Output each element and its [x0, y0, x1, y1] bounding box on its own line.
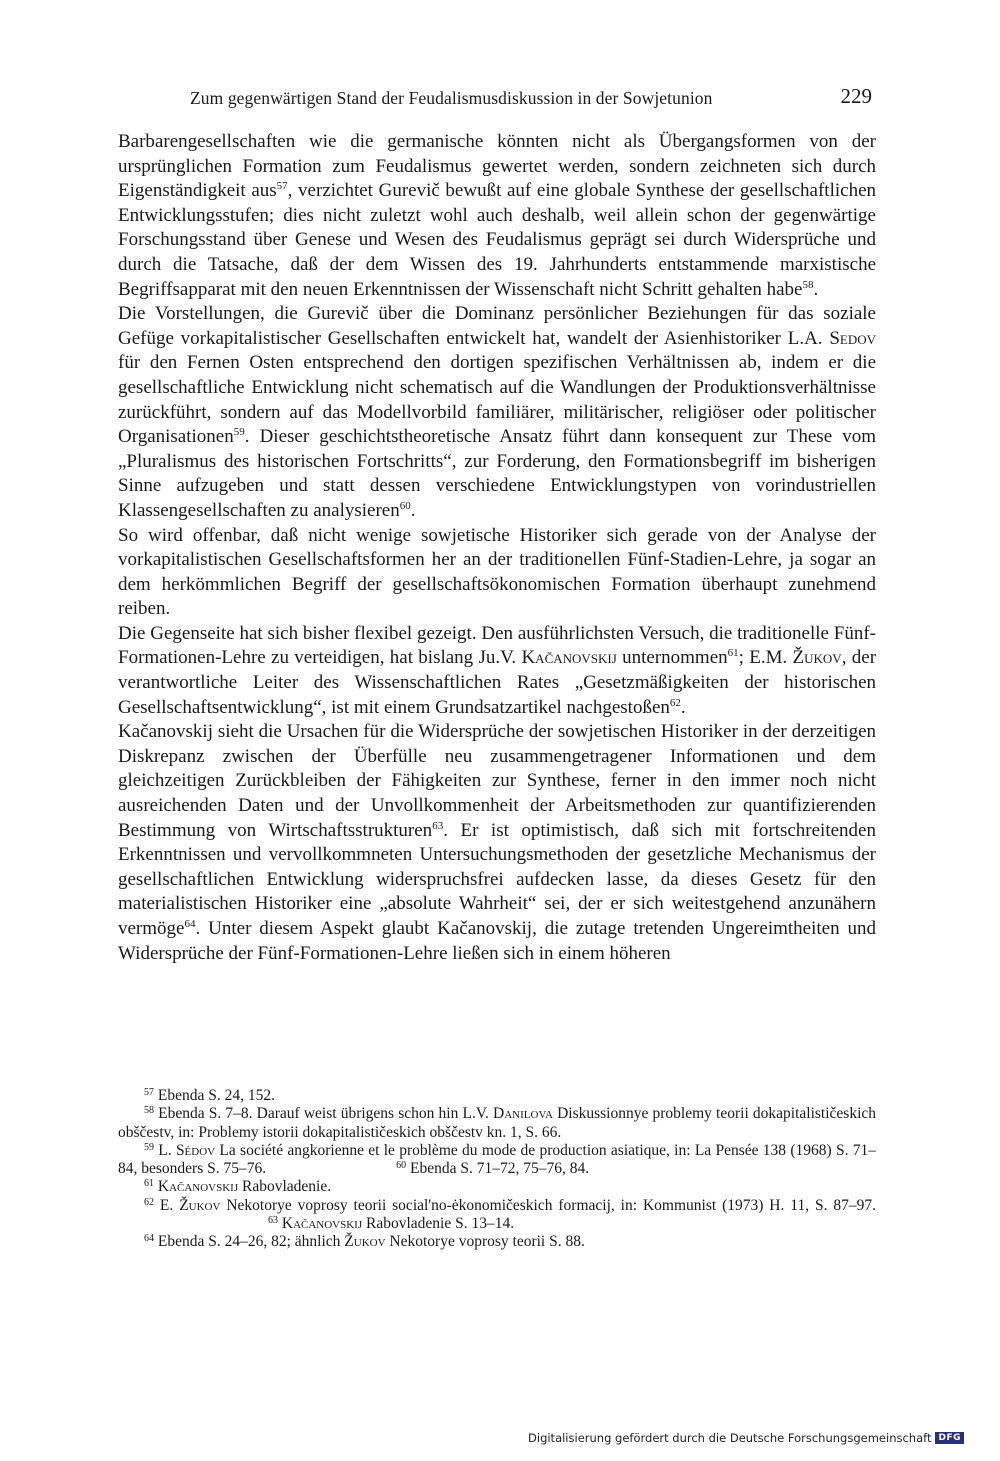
digitization-credit [528, 1431, 964, 1445]
footnote-61: $^{61}$ Kačanovskij Rabovladenie. [144, 1178, 332, 1196]
paragraph-1: Barbarengesellschaften wie die germanische könnten nicht als Übergangsformen von der ursprünglichen Formation zum Feudalismus gewertet werden, sondern zeichneten sich durch Eigenständigkeit aus$^{57}$, verzichtet Gurevič bewußt auf eine globale Synthese der gesellschaftlichen Entwicklungsstufen; dies nicht zuletzt wohl auch deshalb, weil allein schon der gegenwärtige Forschungsstand über Genese und Wesen des Feudalismus geprägt sei durch Widersprüche und durch die Tatsache, daß der dem Wissen des 19. Jahrhunderts entstammende marxistische Begriffsapparat mit den neuen Erkenntnissen der Wissenschaft nicht Schritt gehalten habe$^{58}$. [118, 131, 876, 300]
footnote-63: Kačanovskij [281, 1215, 363, 1233]
credit-text: Digitalisierung gefördert durch die Deutsche Forschungsgemeinschaft [528, 1431, 932, 1445]
body-text [118, 130, 876, 966]
page-number: 229 [840, 84, 872, 108]
author-name: Kačanovskij [521, 647, 617, 669]
dfg-logo-icon: DFG [935, 1432, 964, 1444]
footnote-ref-64[interactable]: 64 [184, 918, 196, 930]
author-name: Sedov [829, 327, 876, 349]
paragraph-2: Die Vorstellungen, die Gurevič über die Dominanz persönlicher Beziehungen für das soziale Gefüge vorkapitalistischer Gesellschaften entwickelt hat, wandelt der Asienhistoriker L.A. Sedov für den Fernen Osten entsprechend den dortigen spezifischen Verhältnissen ab, indem er die gesellschaftliche Entwicklung nicht schematisch auf die Wandlungen der Produktionsverhältnisse zurückführt, sondern auf das Modellvorbild familiärer, militärischer, religiöser oder politischer Organisationen$^{59}$. Dieser geschichtstheoretische Ansatz führt dann konsequent zur These vom „Pluralismus des historischen Fortschritts“, zur Forderung, den Formationsbegriff im bisherigen Sinne aufzugeben und statt dessen verschiedene Entwicklungstypen von vorindustriellen Klassengesellschaften zu analysieren$^{60}$. [118, 303, 876, 521]
footnote-60-num: 60 [396, 1160, 407, 1172]
page-header [118, 84, 876, 114]
footnote-ref-63[interactable]: 63 [432, 819, 444, 832]
footnote-ref-62[interactable]: 62 [669, 696, 681, 709]
footnote-ref-58[interactable]: 58 [802, 278, 814, 291]
footnote-58: $^{58}$ Ebenda S. 7–8. Darauf weist übrigens schon hin L.V. Danilova Diskussionnye problemy teorii dokapitalističeskich obščestv, in: Problemy istorii dokapitalističeskich obščestv kn. 1, S. 66. [118, 1105, 877, 1141]
author-name: Žukov [792, 647, 842, 669]
footnote-57: $^{57}$ Ebenda S. 24, 152. [144, 1087, 275, 1104]
footnote-ref-60[interactable]: 60 [399, 499, 411, 512]
footnote-64: $^{64}$ Ebenda S. 24–26, 82; ähnlich Žukov Nekotorye voprosy teorii S. 88. [144, 1233, 585, 1251]
footnotes [118, 1087, 876, 1252]
paragraph-3: So wird offenbar, daß nicht wenige sowjetische Historiker sich gerade von der Analyse der vorkapitalistischen Gesellschaftsformen her an der traditionellen Fünf-Stadien-Lehre, ja sogar an dem herkömmlichen Begriff der gesellschaftsökonomischen Formation überhaupt zunehmend reiben. [118, 524, 876, 620]
footnote-62: $^{62}$ E. Žukov Nekotorye voprosy teorii social'no-ėkonomičeskich formacij, in: Kommunist (1973) H. 11, S. 87–97.63 Kačanovskij Rabovladenie S. 13–14. [144, 1196, 877, 1233]
footnote-63-num: 63 [268, 1215, 278, 1227]
paragraph-5: Kačanovskij sieht die Ursachen für die Widersprüche der sowjetischen Historiker in der derzeitigen Diskrepanz zwischen der Überfülle neu zusammengetragener Informationen und dem gleichzeitigen Zurückbleiben der Fähigkeiten zur Synthese, ferner in den immer noch nicht ausreichenden Daten und der Unvollkommenheit der Arbeitsmethoden zur quantifizierenden Bestimmung von Wirtschaftsstrukturen$^{63}$. Er ist optimistisch, daß sich mit fortschreitenden Erkenntnissen und vervollkommneten Untersuchungsmethoden der gesetzliche Mechanismus der gesellschaftlichen Entwicklung widerspruchsfrei aufdecken lasse, da dieses Gesetz für den materialistischen Historiker eine „absolute Wahrheit“ sei, der er sich weitestgehend anzunähern vermöge$^{64}$. Unter diesem Aspekt glaubt Kačanovskij, die zutage tretenden Ungereimtheiten und Widersprüche der Fünf-Formationen-Lehre ließen sich in einem höheren [118, 721, 876, 964]
running-head: Zum gegenwärtigen Stand der Feudalismusdiskussion in der Sowjetunion [190, 88, 713, 108]
footnote-ref-61[interactable]: 61 [727, 647, 739, 660]
footnote-59: $^{59}$ L. Sédov La société angkorienne et le problème du mode de production asiatique, in: La Pensée 138 (1968) S. 71–84, besonders S. 75–76. $^{60}$ Ebenda S. 71–72, 75–76, 84. [118, 1141, 877, 1178]
footnote-60: Ebenda S. 71–72, 75–76, 84. [409, 1160, 590, 1178]
footnote-ref-57[interactable]: 57 [276, 180, 288, 193]
paragraph-4: Die Gegenseite hat sich bisher flexibel gezeigt. Den ausführlichsten Versuch, die traditionelle Fünf-Formationen-Lehre zu verteidigen, hat bislang Ju.V. Kačanovskij unternommen$^{61}$; E.M. Žukov, der verantwortliche Leiter des Wissenschaftlichen Rates „Gesetzmäßigkeiten der historischen Gesellschaftsentwicklung“, ist mit einem Grundsatzartikel nachgestoßen$^{62}$. [118, 622, 877, 718]
footnote-ref-59[interactable]: 59 [233, 426, 245, 439]
